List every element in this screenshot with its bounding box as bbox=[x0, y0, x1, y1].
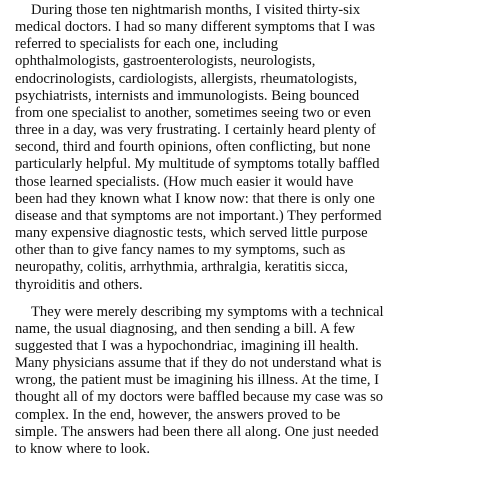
text-line: other than to give fancy names to my symptoms, such as bbox=[15, 242, 346, 259]
text-line: been had they known what I know now: that there is only one bbox=[15, 190, 375, 207]
text-line: medical doctors. I had so many different symptoms that I was bbox=[15, 19, 376, 36]
paragraph-1 bbox=[15, 2, 397, 294]
paragraph-2 bbox=[15, 304, 397, 458]
text-line: second, third and fourth opinions, often conflicting, but none bbox=[15, 139, 371, 156]
text-line: complex. In the end, however, the answers proved to be bbox=[15, 406, 341, 423]
text-line: During those ten nightmarish months, I visited thirty-six bbox=[31, 2, 361, 18]
text-line: wrong, the patient must be imagining his illness. At the time, I bbox=[15, 372, 379, 389]
text-line: endocrinologists, cardiologists, allergists, rheumatologists, bbox=[15, 70, 358, 87]
text-line: particularly helpful. My multitude of symptoms totally baffled bbox=[15, 156, 380, 173]
text-line: psychiatrists, internists and immunologists. Being bounced bbox=[15, 87, 360, 104]
text-line: thyroiditis and others. bbox=[15, 276, 143, 293]
text-line: simple. The answers had been there all along. One just needed bbox=[15, 423, 379, 440]
text-line: three in a day, was very frustrating. I certainly heard plenty of bbox=[15, 122, 376, 139]
text-line: Many physicians assume that if they do not understand what is bbox=[15, 355, 382, 372]
text-line: thought all of my doctors were baffled because my case was so bbox=[15, 389, 384, 406]
text-line: those learned specialists. (How much easier it would have bbox=[15, 173, 354, 190]
document-page bbox=[15, 2, 397, 458]
text-line: neuropathy, colitis, arrhythmia, arthralgia, keratitis sicca, bbox=[15, 259, 348, 276]
text-line: referred to specialists for each one, including bbox=[15, 36, 278, 53]
text-line: to know where to look. bbox=[15, 440, 150, 457]
text-line: suggested that I was a hypochondriac, imagining ill health. bbox=[15, 337, 359, 354]
text-line: many expensive diagnostic tests, which served little purpose bbox=[15, 225, 368, 242]
text-line: They were merely describing my symptoms with a technical bbox=[31, 303, 384, 320]
text-line: ophthalmologists, gastroenterologists, neurologists, bbox=[15, 53, 316, 70]
text-line: from one specialist to another, sometimes seeing two or even bbox=[15, 104, 372, 121]
text-line: disease and that symptoms are not important.) They performed bbox=[15, 207, 382, 224]
text-line: name, the usual diagnosing, and then sending a bill. A few bbox=[15, 320, 356, 337]
